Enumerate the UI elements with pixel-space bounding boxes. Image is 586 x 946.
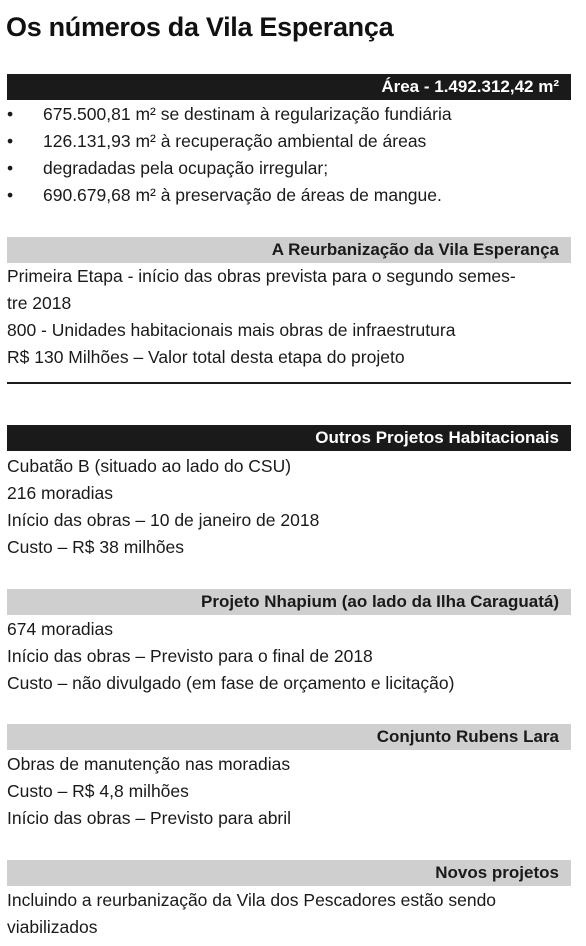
list-item-text: degradadas pela ocupação irregular; <box>43 158 329 178</box>
outros-text <box>7 453 571 561</box>
text-line: Primeira Etapa - início das obras prevista para o segundo semes- <box>7 266 516 286</box>
list-item-text: 675.500,81 m² se destinam à regularização fundiária <box>43 104 452 124</box>
bullet-icon: • <box>7 158 14 178</box>
rubens-text <box>7 751 571 832</box>
novos-text <box>7 887 571 941</box>
list-item <box>7 155 571 182</box>
text-line: Obras de manutenção nas moradias <box>7 754 291 774</box>
nhapium-header: Projeto Nhapium (ao lado da Ilha Caraguatá) <box>7 589 571 615</box>
text-line: 800 - Unidades habitacionais mais obras de infraestrutura <box>7 320 456 340</box>
text-line: Início das obras – Previsto para o final de 2018 <box>7 646 373 666</box>
list-item <box>7 128 571 155</box>
text-line: viabilizados <box>7 917 98 937</box>
bullet-icon: • <box>7 185 14 205</box>
list-item-text: 690.679,68 m² à preservação de áreas de mangue. <box>43 185 442 205</box>
text-line: Custo – não divulgado (em fase de orçamento e licitação) <box>7 673 455 693</box>
list-item <box>7 182 571 209</box>
text-line: Incluindo a reurbanização da Vila dos Pescadores estão sendo <box>7 890 497 910</box>
section-divider <box>7 382 571 384</box>
text-line: R$ 130 Milhões – Valor total desta etapa do projeto <box>7 347 405 367</box>
text-line: 674 moradias <box>7 619 114 639</box>
text-line: Cubatão B (situado ao lado do CSU) <box>7 456 292 476</box>
area-header: Área - 1.492.312,42 m² <box>7 74 571 100</box>
list-item-text: 126.131,93 m² à recuperação ambiental de áreas <box>43 131 427 151</box>
page-title: Os números da Vila Esperança <box>6 12 394 42</box>
outros-header: Outros Projetos Habitacionais <box>7 425 571 451</box>
rubens-header: Conjunto Rubens Lara <box>7 724 571 750</box>
nhapium-text <box>7 616 571 697</box>
text-line: 216 moradias <box>7 483 114 503</box>
reurbanizacao-text <box>7 263 571 371</box>
novos-header: Novos projetos <box>7 860 571 886</box>
reurbanizacao-header: A Reurbanização da Vila Esperança <box>7 237 571 263</box>
text-line: Custo – R$ 4,8 milhões <box>7 781 189 801</box>
text-line: tre 2018 <box>7 293 72 313</box>
bullet-icon: • <box>7 104 14 124</box>
list-item <box>7 101 571 128</box>
text-line: Início das obras – 10 de janeiro de 2018 <box>7 510 320 530</box>
bullet-icon: • <box>7 131 14 151</box>
text-line: Custo – R$ 38 milhões <box>7 537 185 557</box>
area-bullet-list <box>7 101 571 209</box>
text-line: Início das obras – Previsto para abril <box>7 808 292 828</box>
